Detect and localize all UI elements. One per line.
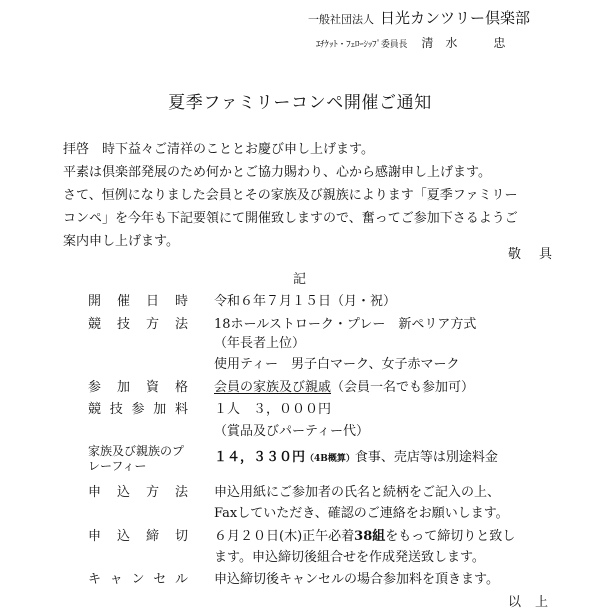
play-fee-note: 食事、売店等は別途料金 (354, 450, 498, 465)
deadline-value-1: ６月２０日(木)正午必着38組をもって締切りと致し (214, 529, 516, 544)
date-label: 開 催 日 時 (88, 294, 188, 309)
qualification-label: 参 加 資 格 (88, 380, 188, 395)
deadline-label: 申 込 締 切 (88, 529, 188, 544)
gratitude-line: 平素は倶楽部発展のため何かとご協力賜わり、心から感謝申し上げます。 (63, 165, 491, 180)
tee-info: 使用ティー 男子白マーク、女子赤マーク (214, 357, 460, 372)
greeting-line: 拝啓 時下益々ご清祥のこととお慶び申し上げます。 (63, 142, 374, 157)
announcement-line-3: 案内申し上げます。 (63, 234, 179, 249)
closing-keigu: 敬具 (508, 247, 571, 262)
committee-line (316, 34, 517, 51)
play-fee-amount: １４，３３０円 (214, 450, 306, 465)
method-label: 競 技 方 法 (88, 317, 188, 332)
play-fee-label: 家族及び親族のプレーフィー (88, 444, 185, 473)
committee-role: ｴﾁｹｯﾄ・ﾌｪﾛｰｼｯﾌﾟ委員長 (316, 40, 408, 50)
method-note: （年長者上位） (214, 336, 306, 351)
announcement-line-2: コンペ」を今年も下記要領にて開催致しますので、奮ってご参加下さるようご (63, 211, 518, 226)
date-value: 令和６年７月１５日（月・祝） (214, 294, 397, 309)
organization-line (308, 7, 530, 28)
qualification-value (214, 376, 474, 395)
organization-type: 一般社団法人 (308, 13, 374, 26)
fee-label: 競 技 参 加 料 (88, 402, 188, 417)
fee-value: １人 ３，０００円 (214, 402, 332, 417)
announcement-line-1: さて、恒例になりました会員とその家族及び親族によります「夏季ファミリー (63, 188, 518, 203)
closing-ijou: 以上 (508, 595, 563, 610)
play-fee-value (214, 446, 498, 465)
qualification-note: （会員一名でも参加可） (331, 380, 475, 395)
document-title: 夏季ファミリーコンペ開催ご通知 (168, 93, 432, 113)
ki-heading: 記 (293, 272, 307, 287)
organization-name: 日光カンツリー倶楽部 (380, 9, 531, 27)
qualification-underlined: 会員の家族及び親戚 (214, 380, 332, 395)
apply-label: 申 込 方 法 (88, 485, 188, 500)
committee-chair-name: 清水 忠 (421, 36, 518, 50)
deadline-group-count: 38組 (354, 529, 386, 544)
apply-value-1: 申込用紙にご参加者の氏名と続柄をご記入の上、 (214, 485, 501, 500)
deadline-value-2: ます。申込締切後組合せを作成発送致します。 (214, 550, 485, 565)
play-fee-estimate: （4B概算） (305, 454, 355, 464)
apply-value-2: Faxしていただき、確認のご連絡をお願いします。 (214, 506, 509, 521)
fee-note: （賞品及びパーティー代） (214, 424, 369, 439)
cancel-value: 申込締切後キャンセルの場合参加料を頂きます。 (214, 572, 499, 587)
cancel-label: キ ャ ン セ ル (88, 572, 188, 587)
method-value: 18ホールストローク・プレー 新ペリア方式 (214, 317, 477, 332)
